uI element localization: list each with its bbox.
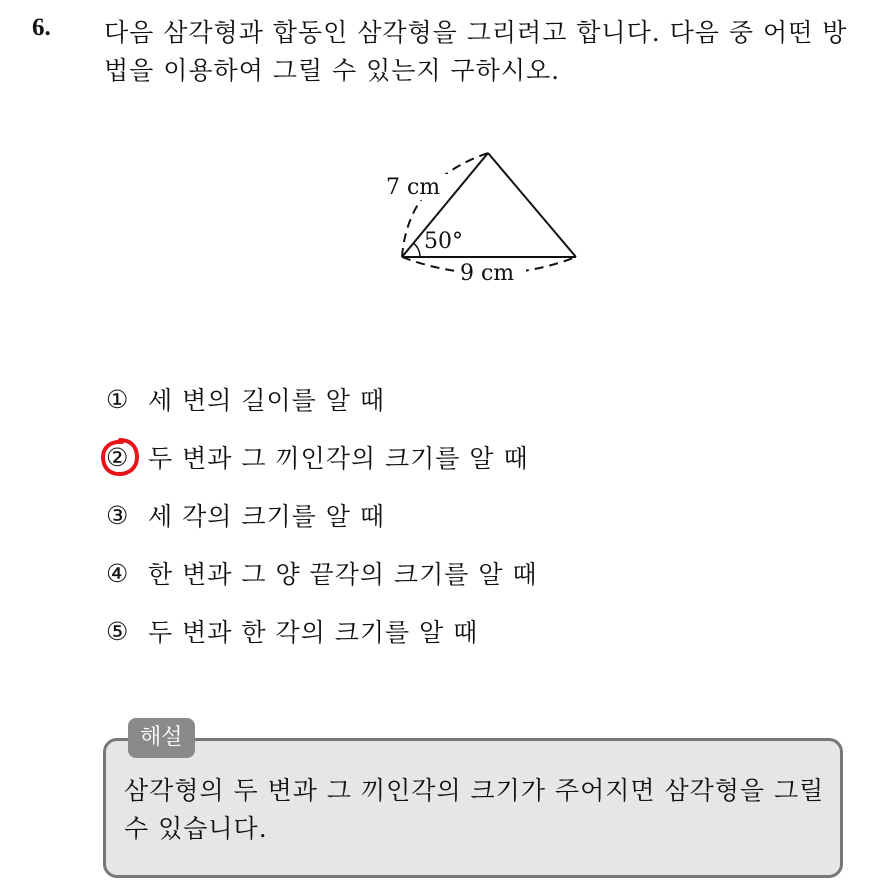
solution-tag: 해설 (128, 718, 195, 758)
option-number: ④ (106, 558, 130, 588)
option-5[interactable] (106, 602, 538, 660)
option-number: ⑤ (106, 616, 130, 646)
solution-text: 삼각형의 두 변과 그 끼인각의 크기가 주어지면 삼각형을 그릴 수 있습니다. (124, 776, 825, 843)
option-number: ② (106, 442, 130, 472)
option-1[interactable] (106, 370, 538, 428)
triangle-side-bc (488, 153, 576, 257)
answer-options (106, 370, 538, 660)
option-4[interactable] (106, 544, 538, 602)
triangle-figure (380, 140, 600, 300)
option-text: 한 변과 그 양 끝각의 크기를 알 때 (148, 560, 538, 589)
question-number: 6. (32, 14, 51, 41)
option-number: ① (106, 384, 130, 414)
option-2[interactable] (106, 428, 538, 486)
option-text: 세 변의 길이를 알 때 (148, 386, 385, 415)
label-angle-50: 50° (424, 229, 463, 254)
label-side-7cm: 7 cm (386, 175, 441, 200)
option-text: 세 각의 크기를 알 때 (148, 502, 385, 531)
option-text: 두 변과 한 각의 크기를 알 때 (148, 618, 479, 647)
question-text: 다음 삼각형과 합동인 삼각형을 그리려고 합니다. 다음 중 어떤 방법을 이용하여 그릴 수 있는지 구하시오. (104, 18, 848, 85)
angle-arc (414, 243, 420, 257)
option-number: ③ (106, 500, 130, 530)
option-text: 두 변과 그 끼인각의 크기를 알 때 (148, 444, 529, 473)
option-3[interactable] (106, 486, 538, 544)
label-side-9cm: 9 cm (460, 261, 515, 286)
